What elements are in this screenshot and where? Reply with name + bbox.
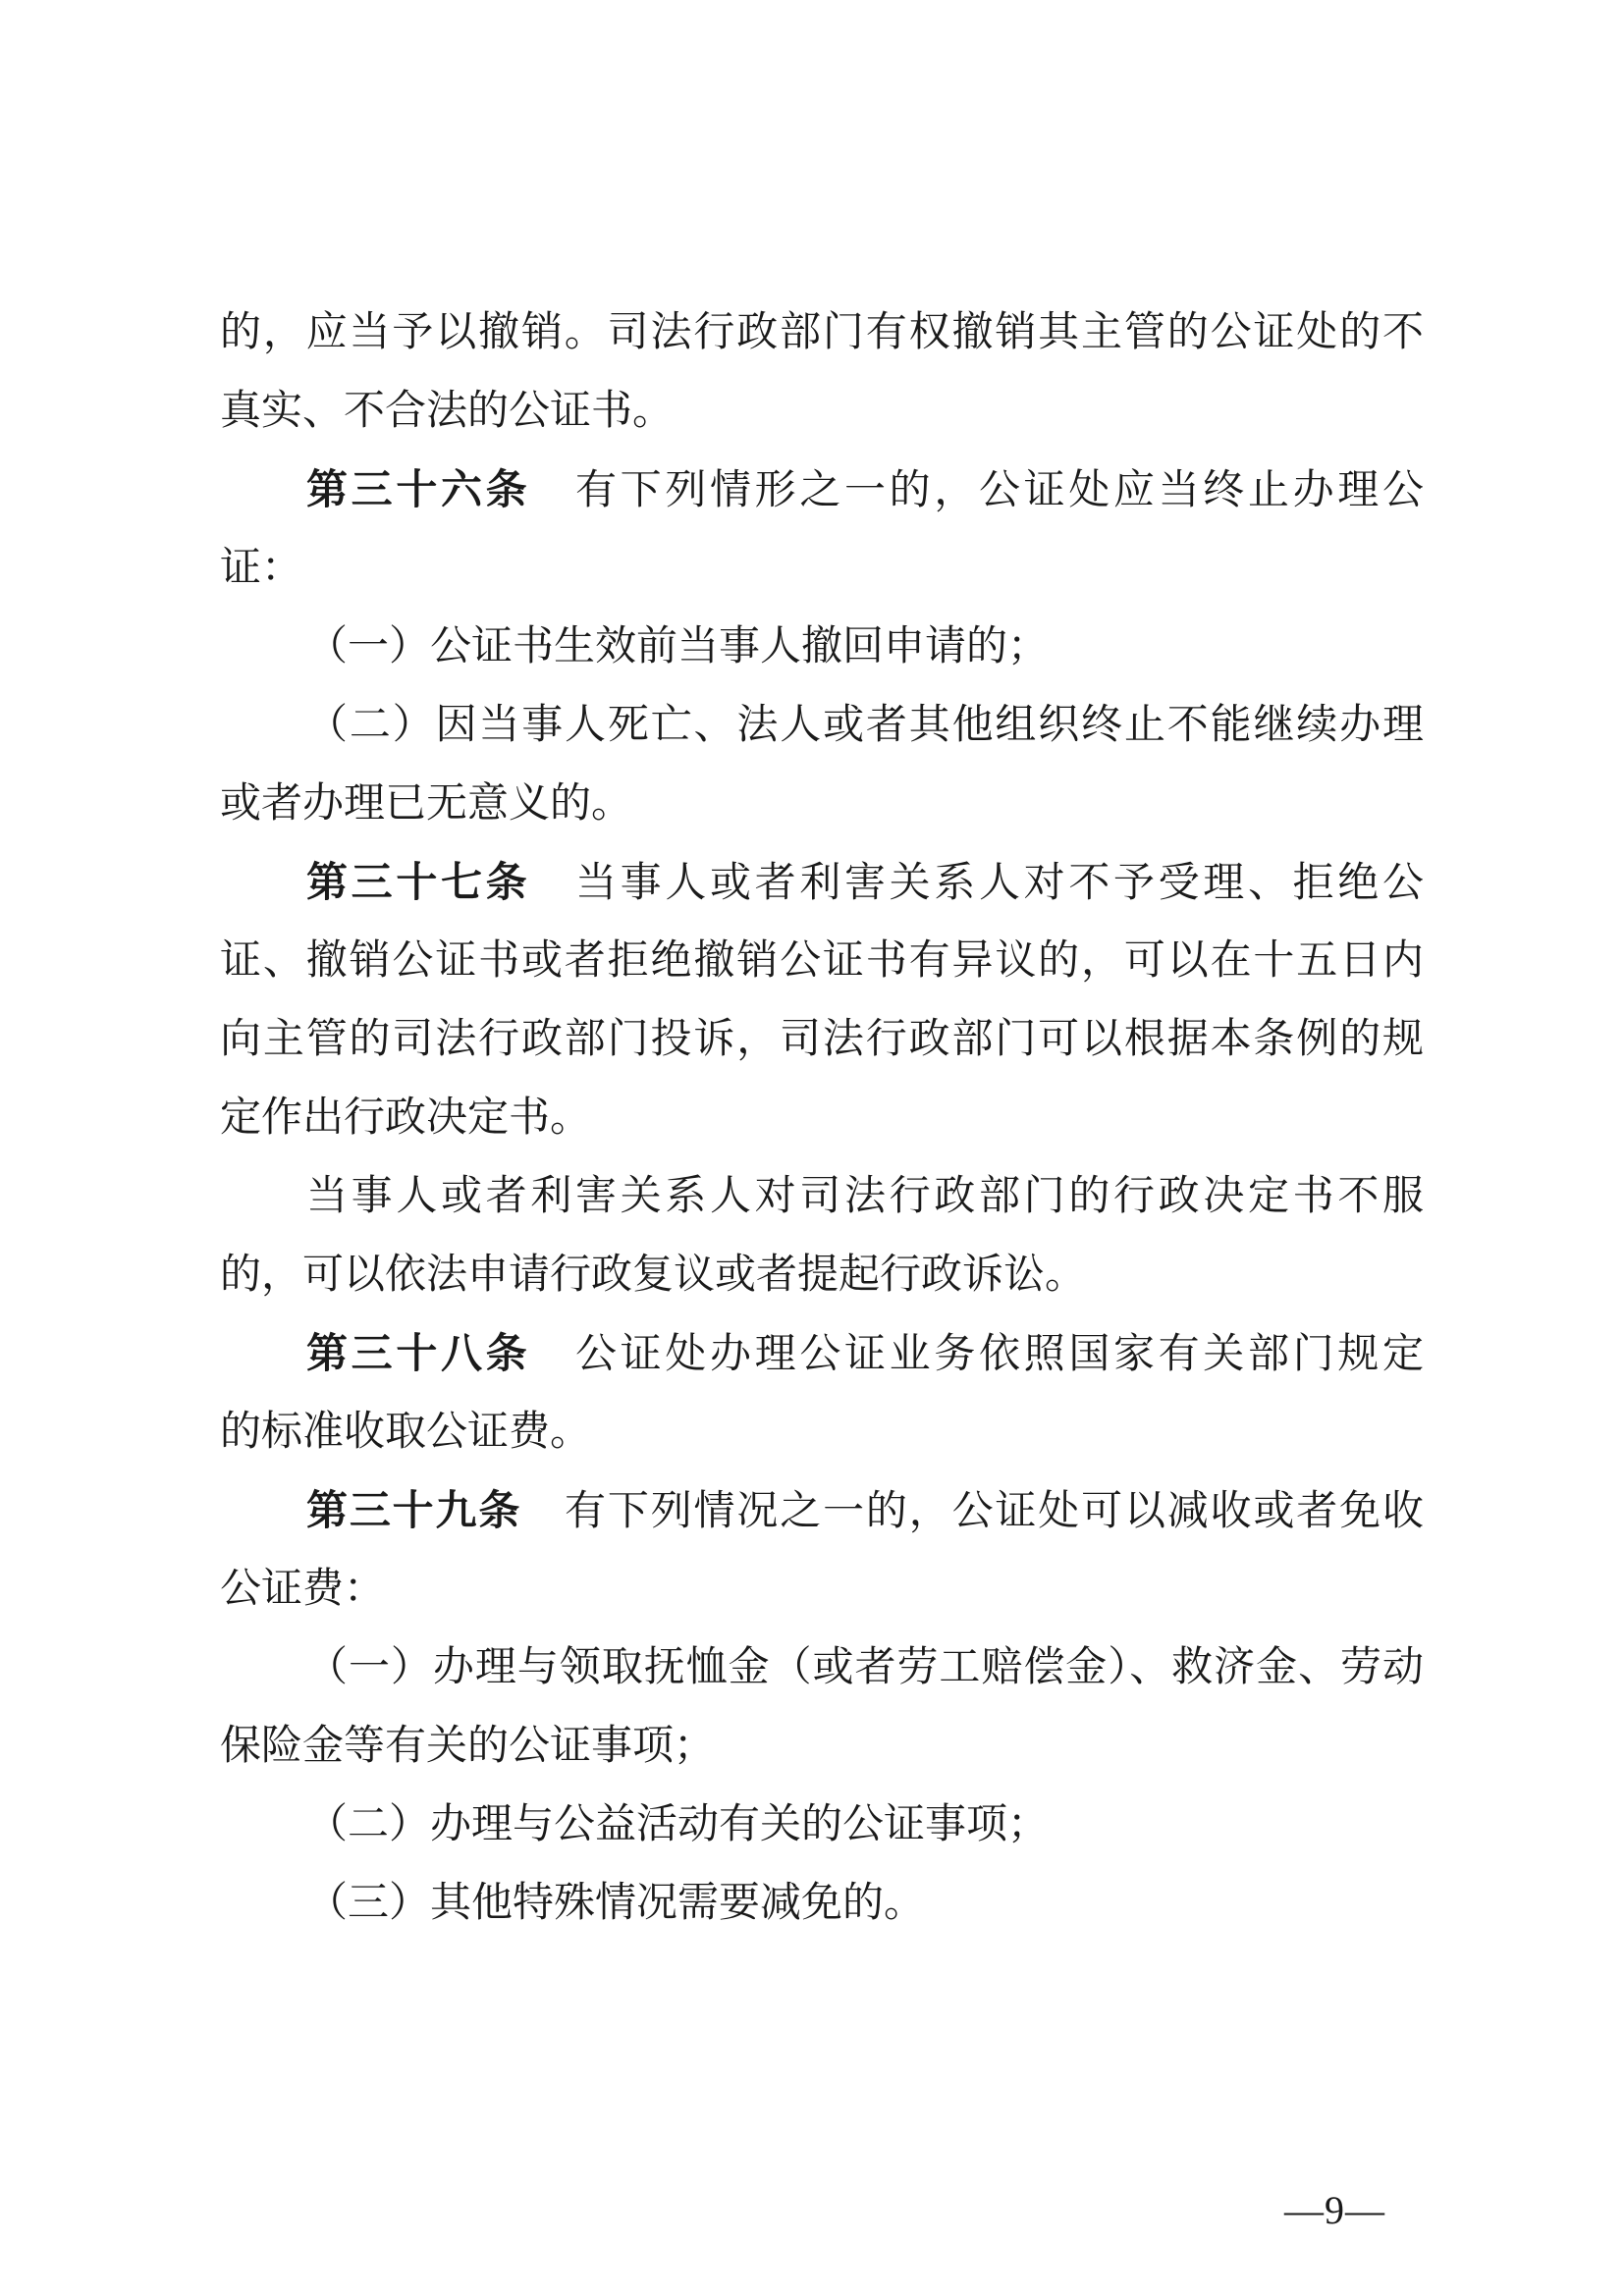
- line-text: 证：: [220, 546, 303, 591]
- line-text: （二）办理与公益活动有关的公证事项；: [306, 1802, 1050, 1847]
- text-line: [220, 1079, 1424, 1157]
- line-text: 证、撤销公证书或者拒绝撤销公证书有异议的，可以在十五日内: [220, 938, 1424, 984]
- line-text: 公证处办理公证业务依照国家有关部门规定: [571, 1332, 1424, 1377]
- heading-gap: [521, 1523, 563, 1524]
- heading-gap: [530, 895, 571, 896]
- line-text: 公证费：: [220, 1567, 386, 1612]
- text-line: [220, 1157, 1424, 1236]
- text-line: [220, 1236, 1424, 1314]
- line-text: 的，可以依法申请行政复议或者提起行政诉讼。: [220, 1253, 1087, 1298]
- article-39-label: 第三十九条: [306, 1486, 522, 1534]
- article-37-label: 第三十七条: [306, 858, 531, 906]
- line-text: 的标准收取公证费。: [220, 1410, 592, 1455]
- document-text-block: [220, 294, 1424, 1943]
- text-line: [220, 608, 1424, 686]
- line-text: 向主管的司法行政部门投诉，司法行政部门可以根据本条例的规: [220, 1017, 1424, 1062]
- article-36-label: 第三十六条: [306, 465, 531, 513]
- line-text: （三）其他特殊情况需要减免的。: [306, 1881, 926, 1926]
- line-text: （一）办理与领取抚恤金（或者劳工赔偿金）、救济金、劳动: [306, 1645, 1424, 1690]
- text-line: [220, 1471, 1424, 1550]
- text-line: [220, 1707, 1424, 1786]
- text-line: [220, 1550, 1424, 1629]
- text-line: [220, 843, 1424, 922]
- line-text: 当事人或者利害关系人对司法行政部门的行政决定书不服: [306, 1174, 1424, 1219]
- text-line: [220, 372, 1424, 451]
- page-number: —9—: [1284, 2188, 1385, 2232]
- text-line: [220, 1393, 1424, 1471]
- article-38-label: 第三十八条: [306, 1329, 531, 1377]
- heading-gap: [530, 1366, 571, 1367]
- line-text: 的，应当予以撤销。司法行政部门有权撤销其主管的公证处的不: [220, 310, 1424, 355]
- text-line: [220, 686, 1424, 765]
- text-line: [220, 294, 1424, 372]
- heading-gap: [530, 503, 571, 504]
- text-line: [220, 1864, 1424, 1943]
- line-text: （二）因当事人死亡、法人或者其他组织终止不能继续办理: [306, 703, 1424, 748]
- text-line: [220, 1629, 1424, 1707]
- line-text: （一）公证书生效前当事人撤回申请的；: [306, 624, 1050, 669]
- line-text: 有下列情况之一的，公证处可以减收或者免收: [563, 1489, 1424, 1534]
- text-line: [220, 451, 1424, 529]
- line-text: 有下列情形之一的，公证处应当终止办理公: [571, 468, 1424, 513]
- text-line: [220, 1000, 1424, 1079]
- line-text: 保险金等有关的公证事项；: [220, 1724, 716, 1769]
- line-text: 或者办理已无意义的。: [220, 781, 633, 827]
- text-line: [220, 1786, 1424, 1864]
- text-line: [220, 922, 1424, 1000]
- text-line: [220, 765, 1424, 843]
- line-text: 定作出行政决定书。: [220, 1095, 592, 1141]
- line-text: 真实、不合法的公证书。: [220, 389, 675, 434]
- text-line: [220, 529, 1424, 608]
- line-text: 当事人或者利害关系人对不予受理、拒绝公: [571, 861, 1424, 906]
- text-line: [220, 1314, 1424, 1393]
